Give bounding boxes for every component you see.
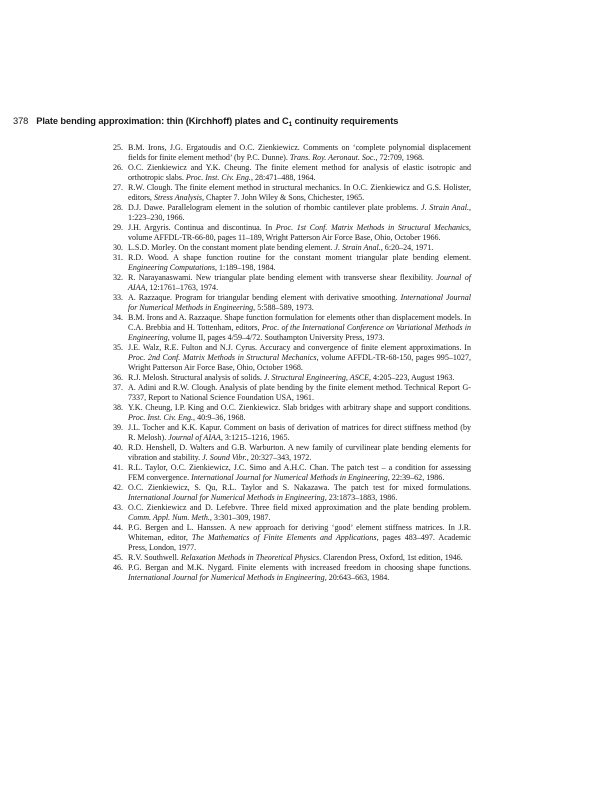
reference-source-italic: Proc. of the International Conference on Variational Methods in Engineering <box>128 323 472 342</box>
reference-number: 38 . <box>108 403 123 413</box>
running-header <box>13 116 398 128</box>
reference-text: R.D. Henshell, D. Walters and G.B. Warburton. A new family of curvilinear plate bending elements for vibration and stability. <box>128 443 471 462</box>
reference-text: , 4:205–223, August 1963. <box>369 373 455 382</box>
reference-item <box>108 403 471 423</box>
reference-source-italic: International Journal for Numerical Methods in Engineering <box>128 493 325 502</box>
reference-text: , 22:39–62, 1986. <box>387 473 445 482</box>
reference-number: 39 . <box>108 423 123 433</box>
reference-number: 26 . <box>108 163 123 173</box>
reference-text: , 12:1761–1763, 1974. <box>145 283 219 292</box>
page-number: 378 <box>13 116 29 126</box>
reference-text: , 1:189–198, 1984. <box>214 263 276 272</box>
reference-number: 46 . <box>108 563 123 573</box>
reference-text: Y.K. Cheung, I.P. King and O.C. Zienkiewicz. Slab bridges with arbitrary shape and support conditions. <box>128 403 471 412</box>
reference-number: 29 . <box>108 223 123 233</box>
reference-source-italic: J. Sound Vibr. <box>202 453 247 462</box>
reference-text: J.L. Tocher and K.K. Kapur. Comment on basis of derivation of matrices for direct stiffness method (by R. Melosh). <box>128 423 471 442</box>
reference-item <box>108 383 471 403</box>
reference-source-italic: Engineering Computations <box>128 263 215 272</box>
reference-source-italic: Trans. Roy. Aeronaut. Soc. <box>289 153 376 162</box>
reference-source-italic: J. Strain Anal. <box>334 243 381 252</box>
reference-text: A. Adini and R.W. Clough. Analysis of plate bending by the finite element method. Technical Report G-7337, Report to National Science Foundation USA, 1961. <box>128 383 471 402</box>
reference-text: J.H. Argyris. Continua and discontinua. In <box>128 223 276 232</box>
reference-text: P.G. Bergan and M.K. Nygard. Finite elements with increased freedom in choosing shape functions. <box>128 563 471 572</box>
reference-item <box>108 253 471 273</box>
reference-text: , 40:9–36, 1968. <box>193 413 246 422</box>
reference-number: 43 . <box>108 503 123 513</box>
reference-source-italic: J. Strain Anal. <box>421 203 469 212</box>
reference-item <box>108 163 471 183</box>
reference-text: , 20:643–663, 1984. <box>324 573 390 582</box>
reference-number: 31 . <box>108 253 123 263</box>
reference-source-italic: Proc. Inst. Civ. Eng. <box>185 173 251 182</box>
reference-item <box>108 503 471 523</box>
reference-text: B.M. Irons, J.G. Ergatoudis and O.C. Zienkiewicz. Comments on ‘complete polynomial displacement fields for finite element method’ (by P.C. Dunne). <box>128 143 471 162</box>
reference-list <box>108 143 471 583</box>
running-title <box>36 116 398 126</box>
running-title-tail: continuity requirements <box>292 116 399 126</box>
reference-text: , 1:223–230, 1966. <box>128 203 471 222</box>
reference-text: , 28:471–488, 1964. <box>250 173 316 182</box>
reference-text: R.L. Taylor, O.C. Zienkiewicz, J.C. Simo and A.H.C. Chan. The patch test – a condition for assessing FEM convergence. <box>128 463 471 482</box>
reference-number: 41 . <box>108 463 123 473</box>
reference-text: , 3:1215–1216, 1965. <box>220 433 290 442</box>
reference-text: L.S.D. Morley. On the constant moment plate bending element. <box>128 243 335 252</box>
reference-item <box>108 293 471 313</box>
reference-text: , 6:20–24, 1971. <box>380 243 434 252</box>
reference-item <box>108 313 471 343</box>
reference-text: O.C. Zienkiewicz and D. Lefebvre. Three field mixed approximation and the plate bending problem. <box>128 503 471 512</box>
reference-text: R.D. Wood. A shape function routine for the constant moment triangular plate bending element. <box>128 253 471 262</box>
reference-text: . Clarendon Press, Oxford, 1st edition, 1946. <box>319 553 463 562</box>
reference-item <box>108 423 471 443</box>
reference-number: 27 . <box>108 183 123 193</box>
reference-item <box>108 143 471 163</box>
reference-number: 30 . <box>108 243 123 253</box>
reference-text: , 23:1873–1883, 1986. <box>324 493 398 502</box>
reference-number: 35 . <box>108 343 123 353</box>
reference-text: D.J. Dawe. Parallelogram element in the solution of rhombic cantilever plate problems. <box>128 203 422 212</box>
reference-text: P.G. Bergen and L. Hanssen. A new approach for deriving ‘good’ element stiffness matrices. In J.R. Whiteman, editor, <box>128 523 471 542</box>
reference-number: 25 . <box>108 143 123 153</box>
reference-text: , volume AFFDL-TR-66-80, pages 11–189, Wright Patterson Air Force Base, Ohio, October 1966. <box>128 223 472 242</box>
reference-source-italic: International Journal for Numerical Methods in Engineering <box>128 573 325 582</box>
reference-text: , 72:709, 1968. <box>375 153 425 162</box>
reference-text: J.E. Walz, R.E. Fulton and N.J. Cyrus. Accuracy and convergence of finite element approximations. In <box>128 343 471 352</box>
reference-text: A. Razzaque. Program for triangular bending element with derivative smoothing. <box>128 293 401 302</box>
reference-number: 42 . <box>108 483 123 493</box>
reference-source-italic: J. Structural Engineering, ASCE <box>263 373 370 382</box>
reference-item <box>108 553 471 563</box>
reference-text: R.V. Southwell. <box>128 553 181 562</box>
reference-item <box>108 563 471 583</box>
reference-text: O.C. Zienkiewicz and Y.K. Cheung. The finite element method for analysis of elastic isotropic and orthotropic slabs. <box>128 163 471 182</box>
reference-number: 44 . <box>108 523 123 533</box>
reference-text: R. Narayanaswami. New triangular plate bending element with transverse shear flexibility. <box>128 273 437 282</box>
running-title-subscript: 1 <box>288 121 293 128</box>
reference-item <box>108 203 471 223</box>
reference-item <box>108 243 471 253</box>
reference-text: , 20:327–343, 1972. <box>246 453 312 462</box>
reference-text: , volume AFFDL-TR-68-150, pages 995–1027, Wright Patterson Air Force Base, Ohio, October 1968. <box>128 353 471 372</box>
reference-item <box>108 463 471 483</box>
reference-number: 40 . <box>108 443 123 453</box>
reference-number: 28 . <box>108 203 123 213</box>
reference-source-italic: International Journal for Numerical Methods in Engineering <box>191 473 388 482</box>
reference-text: , volume II, pages 4/59–4/72. Southampton University Press, 1973. <box>167 333 385 342</box>
reference-text: B.M. Irons and A. Razzaque. Shape function formulation for elements other than displacement models. In C.A. Brebbia and H. Tottenham, editors, <box>128 313 471 332</box>
reference-item <box>108 373 471 383</box>
reference-number: 45 . <box>108 553 123 563</box>
reference-source-italic: Stress Analysis <box>153 193 202 202</box>
reference-source-italic: Relaxation Methods in Theoretical Physics <box>180 553 320 562</box>
reference-source-italic: Proc. 2nd Conf. Matrix Methods in Structural Mechanics <box>128 353 317 362</box>
reference-item <box>108 523 471 553</box>
reference-item <box>108 183 471 203</box>
reference-item <box>108 443 471 463</box>
reference-number: 33 . <box>108 293 123 303</box>
reference-number: 34 . <box>108 313 123 323</box>
reference-text: R.J. Melosh. Structural analysis of solids. <box>128 373 264 382</box>
running-title-main: Plate bending approximation: thin (Kirchhoff) plates and C <box>36 116 289 126</box>
reference-source-italic: Journal of AIAA <box>168 433 221 442</box>
reference-number: 37 . <box>108 383 123 393</box>
reference-text: , pages 483–497. Academic Press, London, 1977. <box>128 533 471 552</box>
reference-item <box>108 343 471 373</box>
reference-source-italic: Proc. 1st Conf. Matrix Methods in Structural Mechanics <box>275 223 469 232</box>
reference-source-italic: International Journal for Numerical Methods in Engineering <box>128 293 471 312</box>
reference-item <box>108 483 471 503</box>
reference-source-italic: Journal of AIAA <box>128 273 471 292</box>
reference-source-italic: Proc. Inst. Civ. Eng. <box>128 413 194 422</box>
reference-text: , 3:301–309, 1987. <box>209 513 271 522</box>
reference-item <box>108 273 471 293</box>
reference-number: 32 . <box>108 273 123 283</box>
reference-item <box>108 223 471 243</box>
reference-text: , 5:588–589, 1973. <box>253 303 314 312</box>
reference-text: , Chapter 7. John Wiley & Sons, Chichester, 1965. <box>202 193 365 202</box>
reference-source-italic: The Mathematics of Finite Elements and Applications <box>191 533 377 542</box>
reference-text: O.C. Zienkiewicz, S. Qu, R.L. Taylor and S. Nakazawa. The patch test for mixed formulations. <box>128 483 471 492</box>
reference-text: R.W. Clough. The finite element method in structural mechanics. In O.C. Zienkiewicz and G.S. Holister, editors, <box>128 183 471 202</box>
reference-source-italic: Comm. Appl. Num. Meth. <box>128 513 210 522</box>
reference-number: 36 . <box>108 373 123 383</box>
